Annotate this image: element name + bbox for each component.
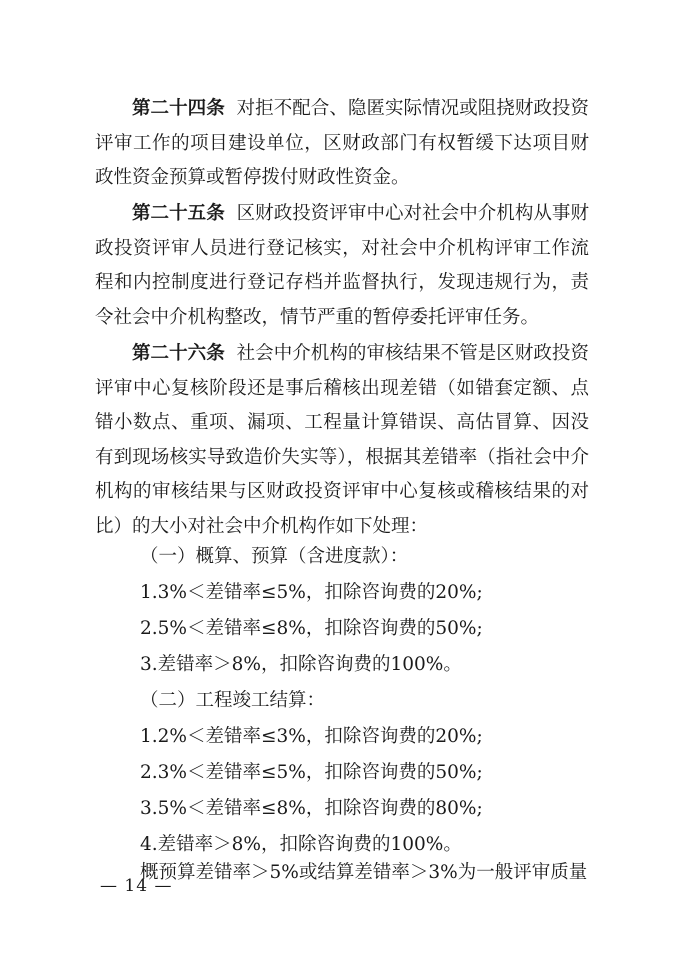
section-1-item: 1.3%＜差错率≤5%，扣除咨询费的20%;	[140, 582, 483, 603]
article-26	[95, 337, 589, 544]
page-number: — 14 —	[100, 876, 173, 896]
article-25	[95, 197, 589, 335]
article-24	[95, 92, 589, 196]
section-2-item: 1.2%＜差错率≤3%，扣除咨询费的20%;	[140, 726, 483, 747]
section-2-heading: （二）工程竣工结算：	[140, 690, 326, 711]
section-2-item: 2.3%＜差错率≤5%，扣除咨询费的50%;	[140, 762, 483, 783]
section-1-item: 3.差错率＞8%，扣除咨询费的100%。	[140, 654, 462, 675]
section-2-item: 3.5%＜差错率≤8%，扣除咨询费的80%;	[140, 798, 483, 819]
article-24-title: 第二十四条	[132, 98, 225, 119]
article-24-text: 对拒不配合、隐匿实际情况或阻挠财政投资评审工作的项目建设单位，区财政部门有权暂缓下达项目财政性资金预算或暂停拨付财政性资金。	[95, 98, 589, 188]
closing-line: 概预算差错率＞5%或结算差错率＞3%为一般评审质量	[140, 862, 588, 883]
section-1-heading: （一）概算、预算（含进度款）：	[140, 546, 409, 567]
article-25-title: 第二十五条	[132, 203, 225, 224]
article-26-title: 第二十六条	[132, 343, 225, 364]
article-25-text: 区财政投资评审中心对社会中介机构从事财政投资评审人员进行登记核实，对社会中介机构评审工作流程和内控制度进行登记存档并监督执行，发现违规行为，责令社会中介机构整改，情节严重的暂停委托评审任务。	[95, 203, 589, 328]
section-2-item: 4.差错率＞8%，扣除咨询费的100%。	[140, 834, 462, 855]
article-26-text: 社会中介机构的审核结果不管是区财政投资评审中心复核阶段还是事后稽核出现差错（如错套定额、点错小数点、重项、漏项、工程量计算错误、高估冒算、因没有到现场核实导致造价失实等），根据其差错率（指社会中介机构的审核结果与区财政投资评审中心复核或稽核结果的对比）的大小对社会中介机构作如下处理：	[95, 343, 589, 537]
section-1-item: 2.5%＜差错率≤8%，扣除咨询费的50%;	[140, 618, 483, 639]
